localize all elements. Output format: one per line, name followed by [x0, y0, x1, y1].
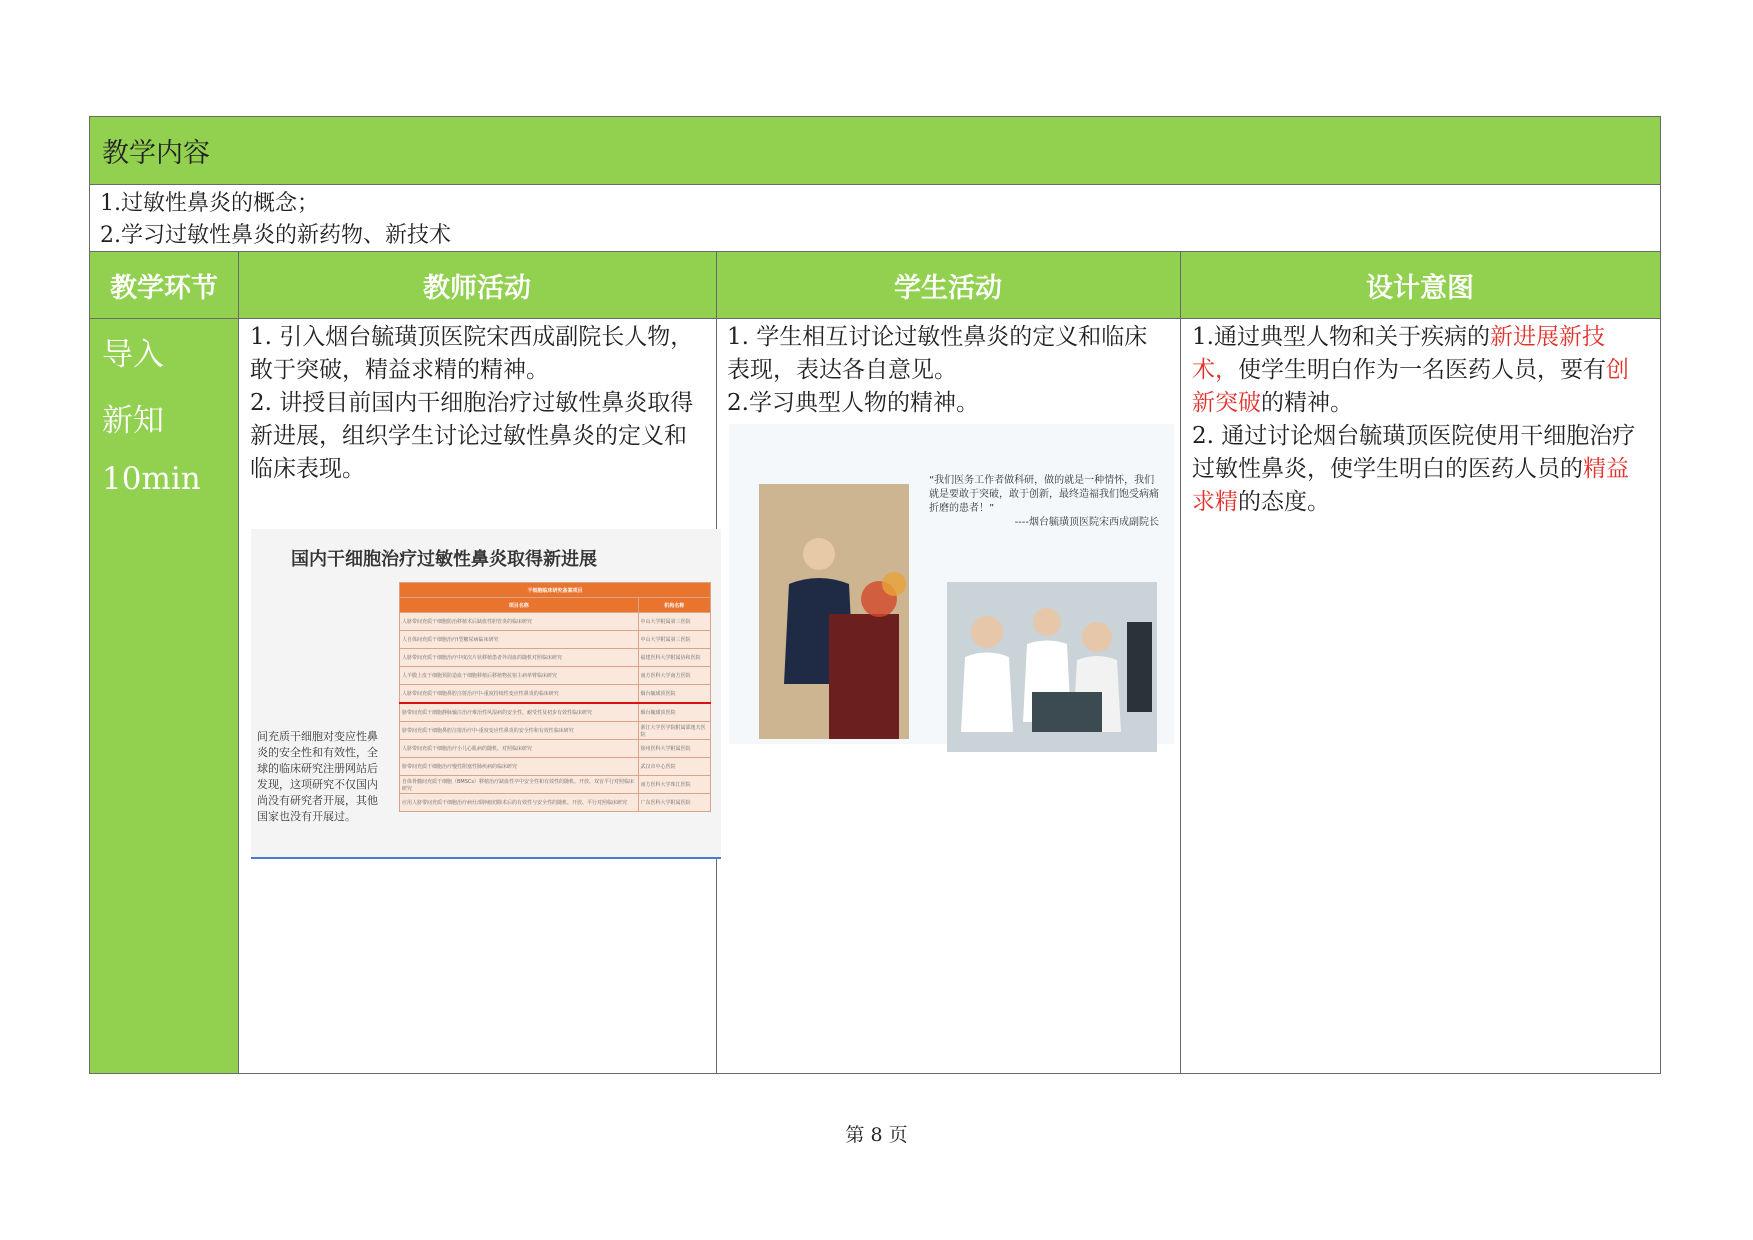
image-heading: 国内干细胞治疗过敏性鼻炎取得新进展	[291, 549, 597, 570]
table-row	[400, 613, 711, 631]
table-row	[400, 776, 711, 794]
highlight-excellence: 精益求精	[1192, 456, 1629, 515]
table-row	[400, 685, 711, 704]
content-line-2: 2.学习过敏性鼻炎的新药物、新技术	[100, 223, 451, 248]
table-row	[400, 740, 711, 758]
table-cell: 人脐带间充质干细胞治疗中度次片状移植患者外周血的随机对照临床研究	[400, 649, 639, 667]
teacher-activity-cell	[239, 319, 716, 1073]
table-cell: 应用人脐带间充质干细胞治疗病灶部肿瘤切除术后的有效性与安全性的随机、开放、平行对照临床研究	[400, 794, 639, 812]
lesson-table	[89, 116, 1661, 1074]
design-text-fragment: 的态度。	[1238, 489, 1330, 515]
image-side-text: 间充质干细胞对变应性鼻炎的安全性和有效性，全球的临床研究注册网站后发现，这项研究不仅国内尚没有研究者开展，其他国家也没有开展过。	[257, 730, 378, 823]
table-row	[400, 794, 711, 812]
student-item-1: 1. 学生相互讨论过敏性鼻炎的定义和临床表现，表达各自意见。	[727, 324, 1148, 383]
table-row	[400, 649, 711, 667]
student-item-2: 2.学习典型人物的精神。	[727, 390, 979, 416]
table-cell: 武汉市中心医院	[638, 758, 710, 776]
design-item-1	[1192, 321, 1650, 420]
table-cell: 徐州医科大学附属医院	[638, 740, 710, 758]
table-cell: 中山大学附属第三医院	[638, 613, 710, 631]
teacher-text	[239, 319, 716, 486]
table-row	[400, 631, 711, 649]
image-underline	[251, 857, 721, 859]
teacher-item-1: 1. 引入烟台毓璜顶医院宋西成副院长人物，敢于突破，精益求精的精神。	[250, 324, 694, 383]
stage-line-1: 导入	[102, 337, 164, 373]
design-item-2	[1192, 420, 1650, 519]
table-cell: 脐带间充质干细胞鼻腔注射治疗中-重度变应性鼻炎的安全性和有效性临床研究	[400, 722, 639, 740]
lab-photo	[947, 582, 1157, 752]
quote-text: “我们医务工作者做科研，做的就是一种情怀，我们就是要敢于突破，敢于创新，最终造福我们饱受病痛折磨的患者！”	[929, 475, 1159, 514]
table-row	[400, 722, 711, 740]
table-row	[400, 758, 711, 776]
table-cell: 福建医科大学附属协和医院	[638, 649, 710, 667]
column-header-row	[90, 252, 1660, 319]
column-header-stage: 教学环节	[110, 272, 218, 304]
table-cell: 自体骨髓间充质干细胞（BMSCs）移植治疗缺血性卒中安全性和有效性的随机、开放、双盲平行对照临床研究	[400, 776, 639, 794]
table-cell: 烟台毓璜顶医院	[638, 685, 710, 704]
table-row	[400, 703, 711, 722]
table-cell: 脐带间充质干细胞治疗慢性阻塞性肺疾病的临床研究	[400, 758, 639, 776]
highlight-new-tech: 新进展新技术，	[1192, 324, 1605, 383]
stage-cell	[90, 319, 238, 1073]
table-cell: 人脐带间充质干细胞鼻腔注射治疗中-重度持续性变应性鼻炎的临床研究	[400, 685, 639, 704]
table-header: 机构名称	[638, 598, 710, 613]
teacher-item-2: 2. 讲授目前国内干细胞治疗过敏性鼻炎取得新进展，组织学生讨论过敏性鼻炎的定义和临床表现。	[250, 390, 694, 482]
table-cell: 浙江大学医学院附属邵逸夫医院	[638, 722, 710, 740]
table-header: 项目名称	[400, 598, 639, 613]
highlight-innovation: 创新突破	[1192, 357, 1629, 416]
table-cell: 人自体间充质干细胞治疗Ⅰ型糖尿病临床研究	[400, 631, 639, 649]
content-line-1: 1.过敏性鼻炎的概念；	[100, 191, 319, 216]
table-cell: 脐带间充质干细胞静脉输注治疗难治性风湿病的安全性、耐受性及初步有效性临床研究	[400, 703, 639, 722]
teaching-content	[90, 185, 1660, 252]
section-title: 教学内容	[102, 138, 210, 169]
registration-table	[399, 582, 711, 812]
table-cell: 中山大学附属第三医院	[638, 631, 710, 649]
table-cell: 南方医科大学珠江医院	[638, 776, 710, 794]
design-text	[1181, 319, 1660, 519]
design-text-fragment: 的精神。	[1261, 390, 1353, 416]
role-model-image	[729, 424, 1174, 744]
quote-attribution: ----烟台毓璜顶医院宋西成副院长	[1014, 517, 1159, 528]
stage-line-3: 10min	[102, 461, 201, 497]
student-text	[717, 319, 1180, 420]
table-cell: 人脐带间充质干细胞治疗小儿心肌病的随机、对照临床研究	[400, 740, 639, 758]
table-cell: 广东医科大学附属医院	[638, 794, 710, 812]
column-header-teacher: 教师活动	[423, 272, 531, 304]
page-number: 第 8 页	[845, 1124, 908, 1146]
table-cell: 烟台毓璜顶医院	[638, 703, 710, 722]
design-text-fragment: 1.通过典型人物和关于疾病的	[1192, 324, 1490, 350]
table-cell: 人脐带间充质干细胞防治移植术后缺血性胆管炎的临床研究	[400, 613, 639, 631]
student-activity-cell	[717, 319, 1180, 1073]
table-cell: 人羊膜上皮干细胞预防造血干细胞移植后移植物抗宿主病单臂临床研究	[400, 667, 639, 685]
table-cell: 南方医科大学南方医院	[638, 667, 710, 685]
stage-line-2: 新知	[102, 403, 164, 439]
registration-table-title: 干细胞临床研究备案项目	[400, 583, 711, 598]
column-header-design: 设计意图	[1366, 272, 1474, 304]
design-text-fragment: 2. 通过讨论烟台毓璜顶医院使用干细胞治疗过敏性鼻炎，使学生明白的医药人员的	[1192, 423, 1636, 482]
stem-cell-progress-image	[251, 529, 721, 859]
image-quote	[929, 474, 1159, 530]
table-row	[400, 667, 711, 685]
design-intent-cell	[1181, 319, 1660, 1073]
column-header-student: 学生活动	[894, 272, 1002, 304]
design-text-fragment: 使学生明白作为一名医药人员，要有	[1238, 357, 1606, 383]
speaker-photo	[759, 484, 909, 739]
section-header	[90, 117, 1660, 185]
